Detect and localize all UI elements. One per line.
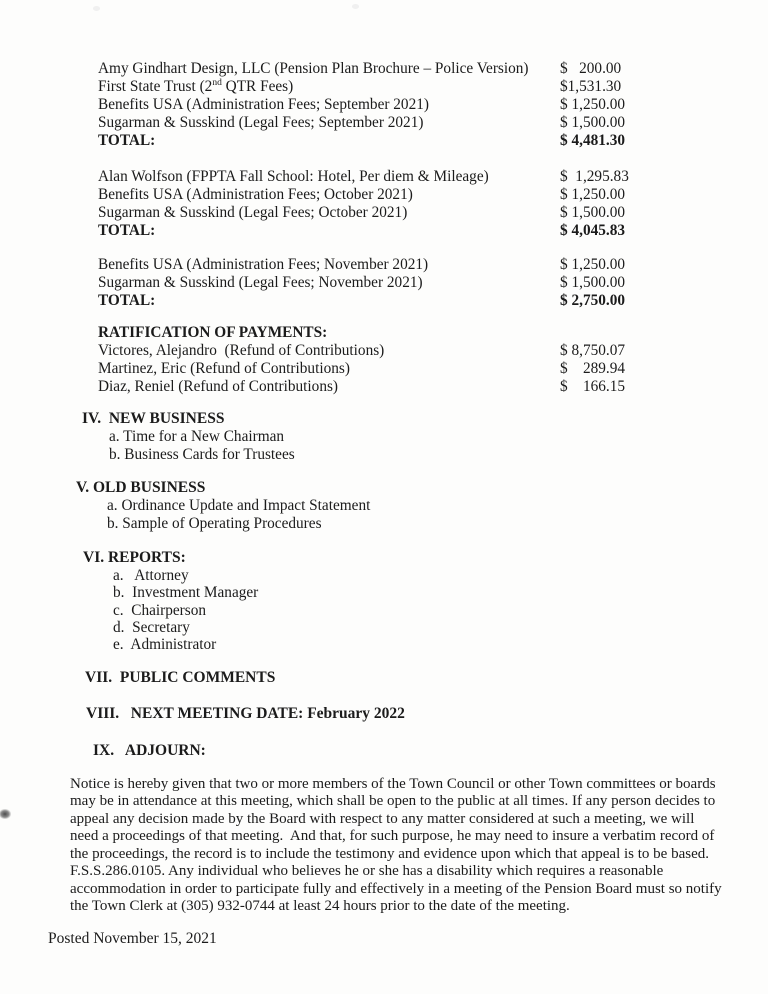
payment-desc xyxy=(98,78,560,96)
payment-total-row xyxy=(98,132,625,150)
notice-line: need a proceedings of that meeting. And that, for such purpose, he may need to insure a verbatim record of xyxy=(70,828,715,845)
scan-artifact xyxy=(93,6,100,11)
notice-line: the proceedings, the record is to include the testimony and evidence upon which that appeal is to be based. xyxy=(70,845,709,862)
payment-amount: $ 1,250.00 xyxy=(560,186,626,203)
payment-row xyxy=(98,186,629,204)
ratification-amount: $ 289.94 xyxy=(560,360,626,377)
payment-amount: $1,531.30 xyxy=(560,78,622,95)
section-next-meeting xyxy=(86,705,405,723)
notice-line: Notice is hereby given that two or more members of the Town Council or other Town committees or boards xyxy=(70,776,716,792)
payment-amount: $ 200.00 xyxy=(560,60,622,77)
total-amount: $ 4,481.30 xyxy=(560,132,626,149)
payment-row xyxy=(98,204,629,222)
agenda-item: b. Business Cards for Trustees xyxy=(109,446,295,463)
ratification-amount: $ 166.15 xyxy=(560,378,626,395)
payment-amount: $ 1,295.83 xyxy=(560,168,629,185)
payment-desc: Alan Wolfson (FPPTA Fall School: Hotel, Per diem & Mileage) xyxy=(98,168,489,185)
ordinal-superscript: nd xyxy=(212,77,222,88)
notice-line: accommodation in order to participate fully and effectively in a meeting of the Pension Board must so notify xyxy=(70,880,722,897)
agenda-item: a. Ordinance Update and Impact Statement xyxy=(107,497,371,514)
agenda-item: e. Administrator xyxy=(113,636,217,653)
section-heading: V. OLD BUSINESS xyxy=(76,479,206,496)
notice-line: may be in attendance at this meeting, which shall be open to the public at all times. If any person decides to xyxy=(70,793,716,810)
ratification-row xyxy=(98,360,625,378)
payment-row xyxy=(98,256,625,274)
ratification-block xyxy=(98,324,625,396)
payment-amount: $ 1,250.00 xyxy=(560,96,626,113)
section-heading: IX. ADJOURN: xyxy=(93,742,206,759)
section-old-business xyxy=(76,479,370,533)
notice-line: the Town Clerk at (305) 932-0744 at least 24 hours prior to the date of the meeting. xyxy=(70,898,570,915)
total-label: TOTAL: xyxy=(98,222,156,239)
notice-line: F.S.S.286.0105. Any individual who believes he or she has a disability which requires a reasonable xyxy=(70,863,664,880)
total-amount: $ 2,750.00 xyxy=(560,292,626,309)
payment-row xyxy=(98,96,625,114)
agenda-item: b. Investment Manager xyxy=(113,584,259,602)
section-heading: IV. NEW BUSINESS xyxy=(82,410,225,427)
payment-amount: $ 1,500.00 xyxy=(560,114,626,131)
section-new-business xyxy=(82,410,295,464)
section-heading: VII. PUBLIC COMMENTS xyxy=(85,669,276,686)
agenda-item: b. Sample of Operating Procedures xyxy=(107,515,322,532)
payment-total-row xyxy=(98,222,629,240)
section-heading: VI. REPORTS: xyxy=(83,549,186,566)
ratification-heading: RATIFICATION OF PAYMENTS: xyxy=(98,324,328,341)
payment-row xyxy=(98,114,625,132)
ratification-desc: Diaz, Reniel (Refund of Contributions) xyxy=(98,378,339,395)
payment-desc: Benefits USA (Administration Fees; November 2021) xyxy=(98,256,429,273)
payment-desc: Benefits USA (Administration Fees; October 2021) xyxy=(98,186,413,203)
payment-block-november xyxy=(98,256,625,310)
agenda-item: c. Chairperson xyxy=(113,601,207,619)
section-heading: VIII. NEXT MEETING DATE: February 2022 xyxy=(86,705,405,722)
payment-block-october xyxy=(98,168,629,240)
payment-desc: Benefits USA (Administration Fees; September 2021) xyxy=(98,96,429,113)
payment-desc-part: QTR Fees) xyxy=(221,78,294,95)
payment-row xyxy=(98,60,625,78)
payment-row xyxy=(98,78,625,96)
payment-desc: Sugarman & Susskind (Legal Fees; September 2021) xyxy=(98,114,424,131)
ratification-desc: Victores, Alejandro (Refund of Contributions) xyxy=(98,342,385,359)
payment-amount: $ 1,500.00 xyxy=(560,274,626,291)
ratification-row xyxy=(98,378,625,396)
total-amount: $ 4,045.83 xyxy=(560,222,626,239)
scan-artifact xyxy=(0,809,11,819)
payment-total-row xyxy=(98,292,625,310)
payment-amount: $ 1,250.00 xyxy=(560,256,626,273)
scan-artifact xyxy=(352,4,359,9)
payment-amount: $ 1,500.00 xyxy=(560,204,626,221)
payment-desc: Sugarman & Susskind (Legal Fees; October 2021) xyxy=(98,204,408,221)
ratification-amount: $ 8,750.07 xyxy=(560,342,626,359)
total-label: TOTAL: xyxy=(98,292,156,309)
agenda-item: a. Attorney xyxy=(113,567,189,584)
payment-row xyxy=(98,168,629,186)
notice-line: appeal any decision made by the Board with respect to any matter considered at such a meeting, we will xyxy=(70,810,695,827)
payment-row xyxy=(98,274,625,292)
ratification-row xyxy=(98,342,625,360)
total-label: TOTAL: xyxy=(98,132,156,149)
payment-desc: Sugarman & Susskind (Legal Fees; November 2021) xyxy=(98,274,423,291)
public-notice xyxy=(70,776,722,916)
section-adjourn xyxy=(93,742,206,760)
payment-desc: Amy Gindhart Design, LLC (Pension Plan Brochure – Police Version) xyxy=(98,60,529,77)
ratification-desc: Martinez, Eric (Refund of Contributions) xyxy=(98,360,350,377)
section-reports xyxy=(83,549,258,653)
posted-date: Posted November 15, 2021 xyxy=(48,930,217,947)
agenda-item: a. Time for a New Chairman xyxy=(109,428,285,445)
agenda-item: d. Secretary xyxy=(113,618,190,636)
payment-desc-part: First State Trust (2 xyxy=(98,78,213,95)
payment-block-september xyxy=(98,60,625,150)
section-public-comments xyxy=(85,669,275,687)
